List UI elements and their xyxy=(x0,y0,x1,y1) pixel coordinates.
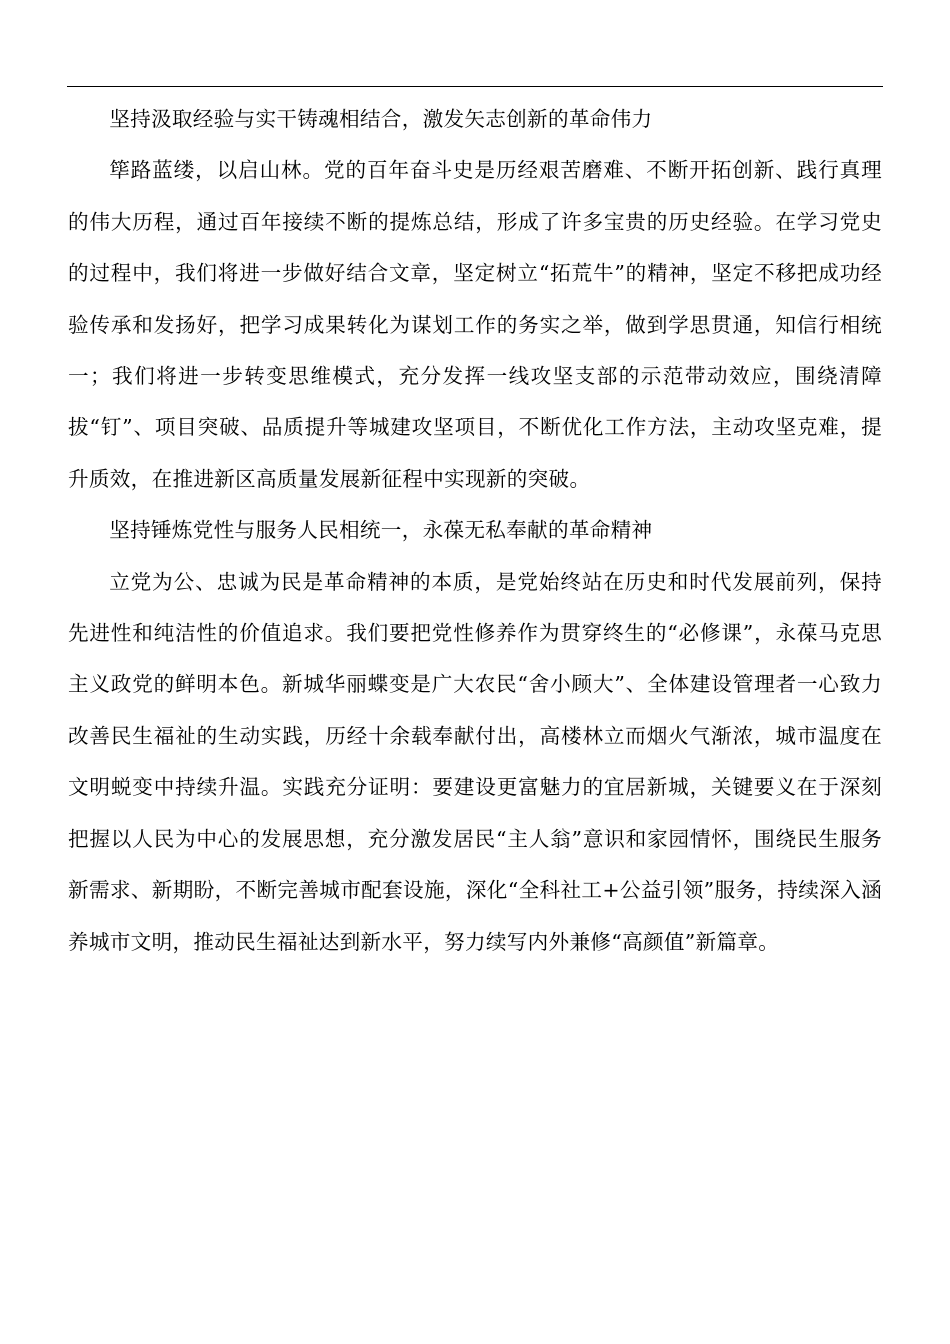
section-body-1: 筚路蓝缕，以启山林。党的百年奋斗史是历经艰苦磨难、不断开拓创新、践行真理的伟大历程，通过百年接续不断的提炼总结，形成了许多宝贵的历史经验。在学习党史的过程中，我们将进一步做好结合文章，坚定树立“拓荒牛”的精神，坚定不移把成功经验传承和发扬好，把学习成果转化为谋划工作的务实之举，做到学思贯通，知信行相统一；我们将进一步转变思维模式，充分发挥一线攻坚支部的示范带动效应，围绕清障拔“钉”、项目突破、品质提升等城建攻坚项目，不断优化工作方法，主动攻坚克难，提升质效，在推进新区高质量发展新征程中实现新的突破。 xyxy=(68,158,882,491)
section-body-2: 立党为公、忠诚为民是革命精神的本质，是党始终站在历史和时代发展前列，保持先进性和纯洁性的价值追求。我们要把党性修养作为贯穿终生的“必修课”，永葆马克思主义政党的鲜明本色。新城华丽蝶变是广大农民“舍小顾大”、全体建设管理者一心致力改善民生福祉的生动实践，历经十余载奉献付出，高楼林立而烟火气渐浓，城市温度在文明蜕变中持续升温。实践充分证明：要建设更富魅力的宜居新城，关键要义在于深刻把握以人民为中心的发展思想，充分激发居民“主人翁”意识和家园情怀，围绕民生服务新需求、新期盼，不断完善城市配套设施，深化“全科社工+公益引领”服务，持续深入涵养城市文明，推动民生福祉达到新水平，努力续写内外兼修“高颜值”新篇章。 xyxy=(68,569,882,954)
section-heading-2: 坚持锤炼党性与服务人民相统一，永葆无私奉献的革命精神 xyxy=(109,518,653,543)
section-heading-1: 坚持汲取经验与实干铸魂相结合，激发矢志创新的革命伟力 xyxy=(109,107,653,131)
header-rule xyxy=(67,86,883,87)
document-body xyxy=(68,94,882,968)
